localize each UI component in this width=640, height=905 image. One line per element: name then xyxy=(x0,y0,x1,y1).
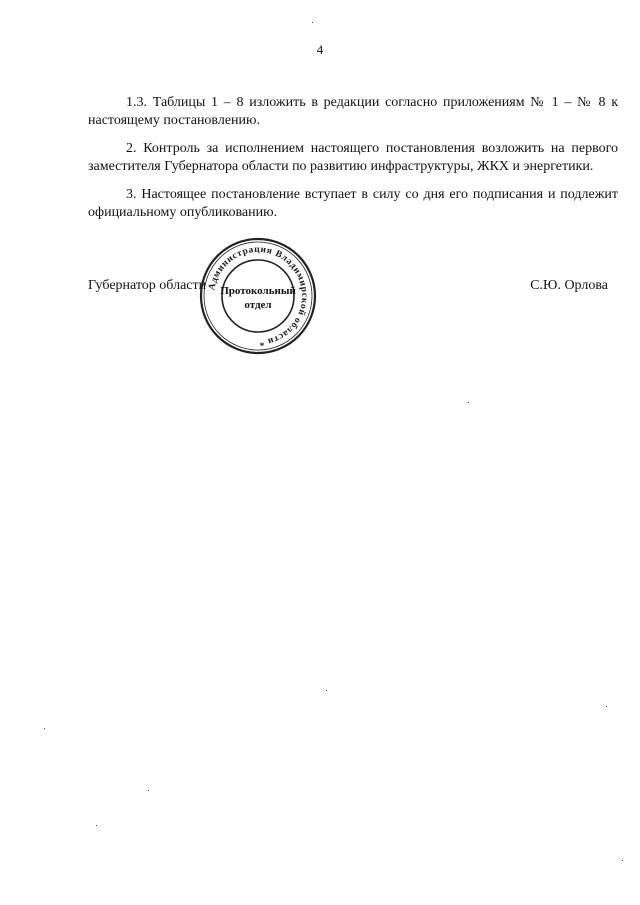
signatory-name: С.Ю. Орлова xyxy=(530,278,608,293)
scan-speck xyxy=(622,860,623,861)
stamp-center-line1: Протокольный xyxy=(220,285,296,297)
stamp-seal-icon xyxy=(193,236,323,356)
document-body xyxy=(88,94,618,232)
scan-speck xyxy=(96,825,97,826)
scan-speck xyxy=(44,728,45,729)
scan-speck xyxy=(606,706,607,707)
stamp-ring-text: Администрация Владимирской области * xyxy=(207,244,310,348)
signatory-position: Губернатор области xyxy=(88,278,207,293)
paragraph-1-3: 1.3. Таблицы 1 – 8 изложить в редакции согласно приложениям № 1 – № 8 к настоящему постановлению. xyxy=(88,95,618,128)
stamp-center-line2: отдел xyxy=(244,299,272,311)
page-number: 4 xyxy=(316,42,324,57)
scan-speck xyxy=(326,690,327,691)
paragraph-3: 3. Настоящее постановление вступает в силу со дня его подписания и подлежит официальному опубликованию. xyxy=(88,187,618,220)
signature-block xyxy=(88,278,608,302)
paragraph-2: 2. Контроль за исполнением настоящего постановления возложить на первого заместителя Губернатора области по развитию инфраструктуры, ЖКХ и энергетики. xyxy=(88,141,618,174)
scan-speck xyxy=(468,402,469,403)
scan-speck xyxy=(312,22,313,23)
official-stamp xyxy=(193,236,323,356)
scan-speck xyxy=(148,790,149,791)
